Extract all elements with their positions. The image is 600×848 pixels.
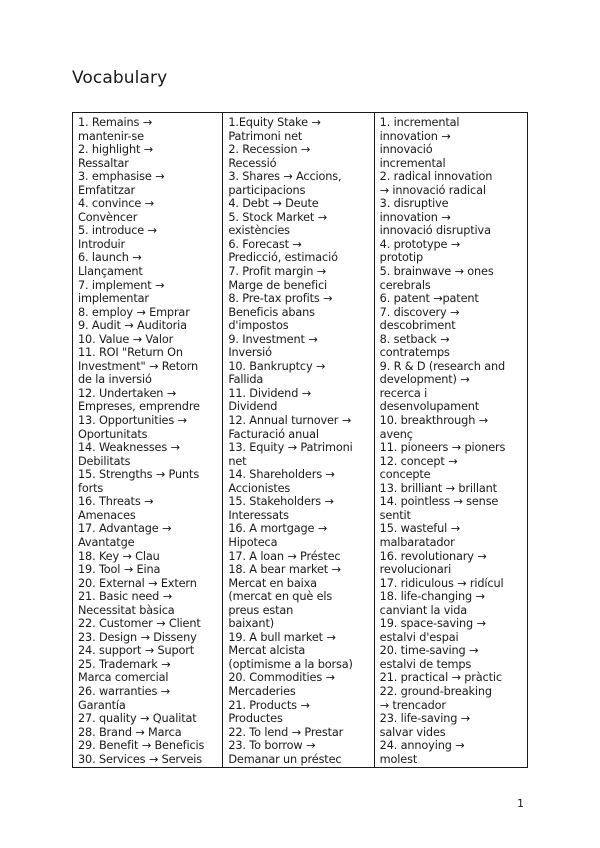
vocab-entry: 21. Basic need → Necessitat bàsica xyxy=(78,590,175,617)
vocab-entry: 14. Weaknesses → Debilitats xyxy=(78,441,180,468)
vocab-entry: 24. annoying → molest xyxy=(379,739,465,766)
vocab-entry: 20. External → Extern xyxy=(78,576,197,590)
vocab-entry: 16. revolutionary → revolucionari xyxy=(379,549,487,577)
vocab-entry: 17. Advantage → Avantatge xyxy=(78,522,172,549)
vocab-entry: 8. Pre-tax profits → Beneficis abans d'impostos xyxy=(228,292,333,333)
vocab-entry: 7. discovery → descobriment xyxy=(379,305,460,333)
vocab-entry: 18. A bear market → Mercat en baixa (mercat en què els preus estan baixant) xyxy=(228,563,341,631)
vocab-entry: 2. Recession → Recessió xyxy=(228,143,311,170)
vocab-entry: 13. Equity → Patrimoni net xyxy=(228,441,353,468)
vocab-entry: 4. prototype → prototip xyxy=(379,237,461,265)
vocab-entry: 23. life-saving → salvar vides xyxy=(379,712,470,739)
page-title: Vocabulary xyxy=(72,68,168,88)
vocab-entry: 6. Forecast → Predicció, estimació xyxy=(228,237,338,265)
vocab-entry: 19. space-saving → estalvi d'espai xyxy=(379,617,486,644)
vocab-entry: 26. warranties → Garantía xyxy=(78,684,170,712)
vocab-entry: 17. A loan → Préstec xyxy=(228,549,341,563)
vocab-entry: 19. Tool → Eina xyxy=(78,563,161,577)
vocab-entry: 13. Opportunities → Oportunitats xyxy=(78,414,187,441)
vocab-column-2 xyxy=(222,113,373,767)
vocab-entry: 10. Value → Valor xyxy=(78,332,174,346)
vocab-entry: 10. Bankruptcy → Fallida xyxy=(228,359,326,387)
vocab-entry: 21. practical → pràctic xyxy=(379,671,502,685)
vocab-entry: 11. Dividend → Dividend xyxy=(228,386,311,414)
vocab-entry: 15. Strengths → Punts forts xyxy=(78,468,200,495)
vocab-entry: 15. wasteful → malbaratador xyxy=(379,522,460,549)
vocab-entry: 1.Equity Stake → Patrimoni net xyxy=(228,116,321,143)
vocab-entry: 29. Benefit → Beneficis xyxy=(78,739,205,753)
vocab-entry: 11. pioneers → pioners xyxy=(379,441,506,455)
page-number: 1 xyxy=(517,797,524,810)
vocab-entry: 4. convince → Convèncer xyxy=(78,197,154,224)
vocab-entry: 1. Remains → mantenir-se xyxy=(78,116,153,143)
vocab-entry: 21. Products → Productes xyxy=(228,698,310,726)
vocab-entry: 6. patent →patent xyxy=(379,292,479,306)
vocab-entry: 5. introduce → Introduir xyxy=(78,224,157,251)
vocab-entry: 2. radical innovation → innovació radical xyxy=(379,170,493,197)
vocab-entry: 19. A bull market → Mercat alcista (optimisme a la borsa) xyxy=(228,630,353,671)
vocab-entry: 25. Trademark → Marca comercial xyxy=(78,657,171,685)
vocab-entry: 14. pointless → sense sentit xyxy=(379,495,499,522)
vocab-entry: 18. life-changing → canviant la vida xyxy=(379,590,485,617)
vocab-entry: 8. setback → contratemps xyxy=(379,332,450,360)
vocab-entry: 27. quality → Qualitat xyxy=(78,712,197,726)
vocab-entry: 20. Commodities → Mercaderies xyxy=(228,671,335,698)
vocab-column-1 xyxy=(73,113,222,767)
vocab-entry: 9. R & D (research and development) → recerca i desenvolupament xyxy=(379,359,505,414)
vocab-entry: 3. emphasise → Emfatitzar xyxy=(78,170,165,197)
vocab-entry: 7. Profit margin → Marge de benefici xyxy=(228,265,328,292)
vocab-entry: 5. brainwave → ones cerebrals xyxy=(379,265,494,292)
vocab-entry: 16. Threats → Amenaces xyxy=(78,495,154,522)
vocab-entry: 22. To lend → Prestar xyxy=(228,725,344,739)
vocab-entry: 8. employ → Emprar xyxy=(78,305,190,319)
vocab-entry: 10. breakthrough → avenç xyxy=(379,414,488,441)
vocab-entry: 28. Brand → Marca xyxy=(78,725,182,739)
vocab-entry: 17. ridiculous → ridícul xyxy=(379,576,504,590)
vocab-entry: 12. Annual turnover → Facturació anual xyxy=(228,414,352,441)
vocab-entry: 13. brilliant → brillant xyxy=(379,481,497,495)
vocab-entry: 7. implement → implementar xyxy=(78,278,165,306)
vocab-entry: 14. Shareholders → Accionistes xyxy=(228,468,335,495)
vocab-column-3 xyxy=(374,113,527,767)
vocab-entry: 30. Services → Serveis xyxy=(78,752,202,766)
vocab-entry: 3. Shares → Accions, participacions xyxy=(228,170,342,197)
vocabulary-table xyxy=(72,112,528,768)
vocab-entry: 23. Design → Disseny xyxy=(78,630,197,644)
vocab-entry: 23. To borrow → Demanar un préstec xyxy=(228,739,342,766)
vocab-entry: 12. concept → concepte xyxy=(379,454,458,482)
vocab-entry: 11. ROI "Return On Investment" → Retorn de la inversió xyxy=(78,346,199,387)
vocab-entry: 22. ground-breaking → trencador xyxy=(379,684,492,712)
vocab-entry: 16. A mortgage → Hipoteca xyxy=(228,522,328,549)
vocab-entry: 24. support → Suport xyxy=(78,644,195,658)
vocab-entry: 12. Undertaken → Empreses, emprendre xyxy=(78,386,200,414)
vocab-entry: 9. Audit → Auditoria xyxy=(78,319,187,333)
vocab-entry: 18. Key → Clau xyxy=(78,549,160,563)
vocab-entry: 20. time-saving → estalvi de temps xyxy=(379,644,479,671)
vocab-entry: 9. Investment → Inversió xyxy=(228,332,318,360)
vocab-entry: 3. disruptive innovation → innovació disruptiva xyxy=(379,197,491,238)
vocab-entry: 5. Stock Market → existències xyxy=(228,210,327,238)
vocab-entry: 4. Debt → Deute xyxy=(228,197,319,211)
vocab-entry: 15. Stakeholders → Interessats xyxy=(228,495,334,522)
vocab-entry: 6. launch → Llançament xyxy=(78,251,143,279)
vocab-entry: 22. Customer → Client xyxy=(78,617,201,631)
vocab-entry: 2. highlight → Ressaltar xyxy=(78,143,153,170)
vocab-entry: 1. incremental innovation → innovació incremental xyxy=(379,116,460,170)
